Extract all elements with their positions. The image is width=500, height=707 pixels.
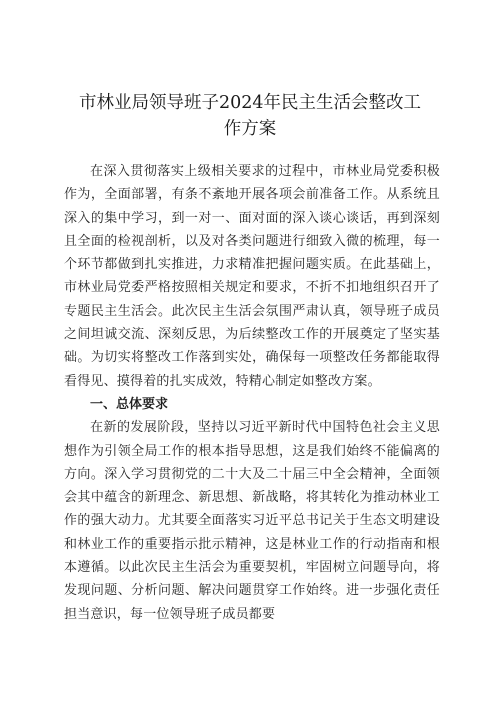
title-line-2: 作方案	[223, 119, 277, 139]
document-body	[64, 160, 440, 626]
section-heading: 一、总体要求	[90, 396, 169, 412]
intro-paragraph: 在深入贯彻落实上级相关要求的过程中，市林业局党委积极作为，全面部署，有条不紊地开展各项会前准备工作。从系统且深入的集中学习，到一对一、面对面的深入谈心谈话，再到深刻且全面的检视剖析，以及对各类问题进行细致入微的梳理，每一个环节都做到扎实推进，力求精准把握问题实质。在此基础上，市林业局党委严格按照相关规定和要求，不折不扣地组织召开了专题民主生活会。此次民主生活会氛围严肃认真，领导班子成员之间坦诚交流、深刻反思，为后续整改工作的开展奠定了坚实基础。为切实将整改工作落到实处，确保每一项整改任务都能取得看得见、摸得着的扎实成效，特精心制定如整改方案。	[64, 164, 440, 389]
document-title	[60, 90, 440, 142]
section-paragraph: 在新的发展阶段，坚持以习近平新时代中国特色社会主义思想作为引领全局工作的根本指导思想，这是我们始终不能偏离的方向。深入学习贯彻党的二十大及二十届三中全会精神，全面领会其中蕴含的新理念、新思想、新战略，将其转化为推动林业工作的强大动力。尤其要全面落实习近平总书记关于生态文明建设和林业工作的重要指示批示精神，这是林业工作的行动指南和根本遵循。以此次民主生活会为重要契机，牢固树立问题导向，将发现问题、分析问题、解决问题贯穿工作始终。进一步强化责任担当意识，每一位领导班子成员都要	[64, 420, 440, 622]
title-line-1: 市林业局领导班子2024年民主生活会整改工	[78, 93, 422, 113]
